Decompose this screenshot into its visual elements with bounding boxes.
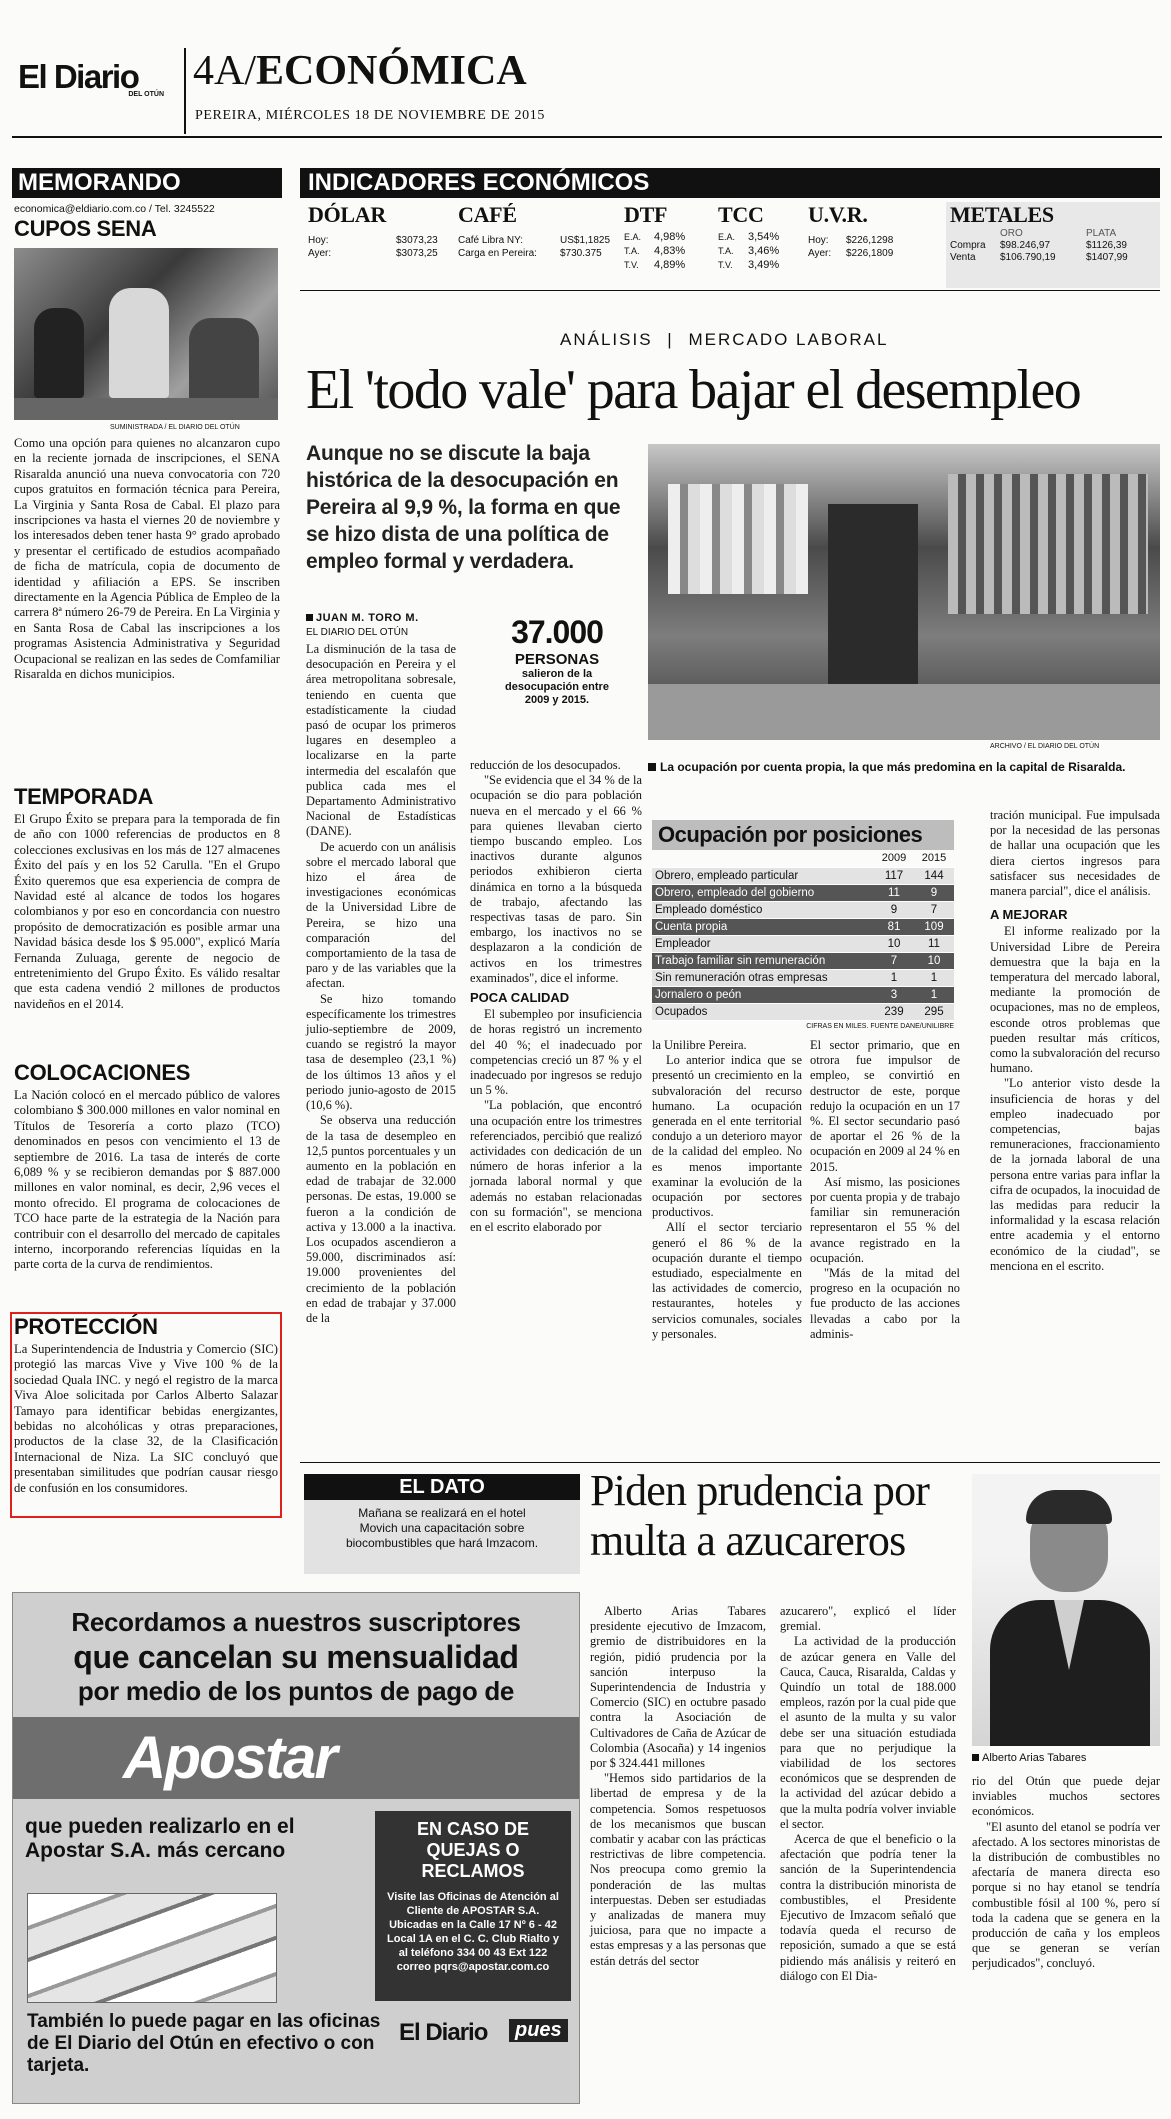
indicator-dolar [308,202,448,260]
paragraph: Así mismo, las posiciones por cuenta propia y de trabajo familiar sin remuneración representaron el 55 % del avance registrado en la ocupación. [810,1174,960,1265]
paragraph: azucarero", explicó el líder gremial. [780,1604,956,1634]
indicators-bottom-rule [300,290,1160,291]
stat-desc: salieron de la desocupación entre 2009 y 2015. [505,668,609,706]
ad-line-3: por medio de los puntos de pago de [77,1676,515,1706]
article-deck: Aunque no se discute la baja histórica de la desocupación en Pereira al 9,9 %, la forma en que se hizo dista de una política de empleo formal y verdadera. [306,442,621,573]
tcc-value: 3,54% [748,231,780,243]
table-cell: 11 [914,935,954,952]
memo-title-proteccion: PROTECCIÓN [14,1314,158,1339]
newspaper-stack [27,1893,277,2003]
paragraph: Alberto Arias Tabares presidente ejecutivo de Imzacom, gremio de distribuidores en la región, pidió prudencia por la sanción interpuso la Superintendencia de Industria y Comercio (SIC) en octubre pasado contra la Asociación de Cultivadores de Caña de Azúcar de Colombia (Asocaña) y 14 ingenios por $ 324.441 millones [590,1604,766,1771]
apostar-logo: Apostar [123,1724,336,1791]
logo-main: El Diario [18,58,139,95]
second-headline: Piden prudencia por multa a azucareros [590,1466,930,1565]
paragraph: La Superintendencia de Industria y Comercio (SIC) protegió las marcas Vive y Vive 100 % de la sociedad Quala INC. y negó el registro de la marca Viva Aloe solicitada por Carlos Alberto Salazar Tamayo para identificar bebidas energizantes, bebidas no alcohólicas y otras preparaciones, productos de la clase 32, de la Clasificación Internacional de Niza. La SIC concluyó que presentaban similitudes que podrían causar riesgo de confusión en los consumidores. [14,1342,278,1495]
paragraph: tración municipal. Fue impulsada por la necesidad de las personas de hallar una ocupación que les diera ciertos ingresos para satisfacer sus necesidades de manera parcial", dice el análisis. [990,808,1160,899]
masthead-logo [18,60,168,98]
indicator-cafe [458,202,628,260]
tcc-row-label: T.A. [718,246,734,256]
silver-sell: $1407,99 [1086,252,1128,263]
el-dato-text: Mañana se realizará en el hotel Movich una capacitación sobre biocombustibles que hará Imzacom. [345,1506,539,1550]
table-source: CIFRAS EN MILES. FUENTE DANE/UNILIBRE [806,1022,954,1030]
metal-row-label: Venta [950,252,976,263]
header-rule [12,136,1162,138]
byline-outlet: EL DIARIO DEL OTÚN [306,627,409,638]
paragraph: El subempleo por insuficiencia de horas registró un incremento del 40 %; el inadecuado por competencias creció un 87 % y el inadecuado por ingresos se redujo un 5 %. [470,1007,642,1098]
memo-title-temporada: TEMPORADA [14,784,154,809]
gold-sell: $106.790,19 [1000,252,1056,263]
second-column-3 [972,1774,1160,1972]
indicator-label: DÓLAR [308,202,386,227]
tcc-row-label: T.V. [718,260,733,270]
occupation-rows [652,850,954,1021]
silver-buy: $1126,39 [1086,240,1127,251]
indicator-dtf [624,202,714,272]
paragraph: reducción de los desocupados. [470,758,621,772]
memo-body-colocaciones [14,1088,280,1273]
table-row-label: Sin remuneración otras empresas [652,969,874,986]
indicator-label: CAFÉ [458,202,517,227]
paragraph: La Nación colocó en el mercado público de valores colombiano $ 300.000 millones en valor nominal en Títulos de Tesorería a corto plazo (TCO) denominados en pesos con vencimiento el 13 de septiembre de 2016. La tasa de interés de corte 6,089 % y se recibieron demandas por $ 887.000 millones en valor nominal, es decir, 2,96 veces el monto ofrecido. El programa de colocaciones de TCO hace parte de la estrategia de la Nación para contribuir con el desarrollo del mercado de capitales interno, incorporando referencias líquidas en la parte corta de la curva de rendimientos. [14,1088,280,1272]
table-cell: 9 [914,884,954,901]
paragraph: El Grupo Éxito se prepara para la temporada de fin de año con 1000 referencias de productos en 8 colecciones exclusivas en los más de 127 almacenes Éxito del país y en los 52 Carulla. "En el Grupo Éxito queremos que esa experiencia de compra de Navidad esté al alcance de todos los hogares colombianos y por eso en concordancia con nuestro propósito de democratización es posible armar una Navidad básica desde los $ 95.000", explicó María Fernanda Zuluaga, gerente de negocio de entretenimiento del Grupo Éxito. Es válido resaltar que esta cadena vendió 2 millones de productos navideños en el 2014. [14,812,280,1011]
paragraph: La disminución de la tasa de desocupación en Pereira y el área metropolitana sobresale, teniendo en cuenta que estadísticamente la ciudad pasó de ocupar los primeros lugares en desempleo a localizarse en la parte intermedia del escalafón que publica cada mes el Departamento Administrativo Nacional de Estadísticas (DANE). [306,642,456,839]
paragraph: "Lo anterior visto desde la insuficiencia de horas y del empleo inadecuado por competencias, bajas remuneraciones, fraccionamiento de la jornada laboral de una persona entre varias para inflar la cifra de ocupados, la inocuidad de las medidas para reducir la informalidad y la escasa relación entre academia y el entorno económico de la ciudad", se menciona en el escrito. [990,1076,1160,1273]
mid-rule [300,1462,1160,1463]
table-row-label: Obrero, empleado del gobierno [652,884,874,901]
uvr-value: $226,1809 [846,248,894,259]
stat-box [470,614,644,707]
uvr-row-label: Hoy: [808,235,829,246]
dtf-value: 4,83% [654,245,686,257]
table-cell: 7 [874,952,914,969]
paragraph: la Unilibre Pereira. [652,1038,747,1052]
paragraph: "Hemos sido partidarios de la libertad de empresa y de la competencia. Somos respetuosos de los mecanismos que buscan combatir y acabar con las prácticas restrictivas de libre competencia. Nos preocupa como gremio la ponderación de las multas interpuestas. Deben ser estudiadas y analizadas de manera muy juiciosa, para que no impacte a estas empresas y a las personas que están detrás del sector [590,1771,766,1968]
logo-sub: DEL OTÚN [128,91,164,98]
article-column-3 [652,1038,802,1342]
article-column-2 [470,758,642,1235]
ad-line-1: Recordamos a nuestros suscriptores [71,1607,521,1637]
paragraph: Lo anterior indica que se presentó un crecimiento en la subvaloración del recurso humano. La ocupación generada en el ente territorial condujo a un deterioro mayor de la calidad del empleo. No es menos importante examinar la evolución de la ocupación por sectores productivos. [652,1053,802,1220]
market-photo [648,444,1160,740]
byline [306,612,419,624]
header-divider [184,48,186,134]
table-year: 2015 [914,850,954,867]
indicator-label: U.V.R. [808,202,868,227]
section-title: ECONÓMICA [256,48,527,94]
el-dato-label: EL DATO [304,1474,580,1500]
memo-body-cupos [14,436,280,683]
photo-credit: ARCHIVO / EL DIARIO DEL OTÚN [990,743,1100,750]
table-cell: 10 [874,935,914,952]
memo-title-colocaciones: COLOCACIONES [14,1060,191,1085]
ad-bottom-text: También lo puede pagar en las oficinas de El Diario del Otún en efectivo o con tarjeta. [27,2011,381,2076]
second-column-1 [590,1604,766,1969]
article-column-5 [990,808,1160,1274]
caption-text: La ocupación por cuenta propia, la que más predomina en la capital de Risaralda. [660,760,1126,774]
tcc-row-label: E.A. [718,232,736,242]
cafe-row-label: Carga en Pereira: [458,248,537,259]
paragraph: rio del Otún que puede dejar inviables muchos sectores económicos. [972,1774,1160,1819]
indicator-label: METALES [950,202,1054,227]
table-cell: 239 [874,1003,914,1020]
paragraph: La actividad de la producción de azúcar genera en Valle del Cauca, Cauca, Risaralda, Caldas y Quindío un total de 188.000 empleos, razón por la cual pide que el asunto de la multa y su valor debe ser una situación estudiada para que no perjudique la viabilidad de los sectores económicos que se desprenden de la actividad del azúcar debido a que la multa podría volver inviable el sector. [780,1634,956,1831]
paragraph: Se hizo tomando específicamente los trimestres julio-septiembre de 2009, cuando se registró la mayor tasa de desempleo (23,1 %) de los últimos 13 años y el periodo junio-agosto de 2015 (10,6 %). [306,991,456,1113]
metal-silver-label: PLATA [1086,228,1117,239]
paragraph: El sector primario, que en otrora fue impulsor de empleo, se convirtió en destructor de este, porque redujo la ocupación en un 17 %. El sector secundario pasó de aportar el 26 % de la ocupación en 2009 al 24 % en 2015. [810,1038,960,1174]
memorando-banner: MEMORANDO [12,168,282,198]
dtf-row-label: E.A. [624,232,642,242]
indicator-uvr [808,202,948,260]
apostar-ad [12,1592,580,2104]
paragraph: "Se evidencia que el 34 % de la ocupación se dio para población nueva en el mercado y el 66 % para quienes llevaban cierto tiempo buscando empleo. Los inactivos durante algunos periodos exhibieron cierta dinámica en torno a la búsqueda de trabajo, afectando las respectivas tasas de paro. Sin embargo, los inactivos no se desplazaron a la condición de activos en los trimestres examinados", dice el informe. [470,773,642,985]
complaints-text: Visite las Oficinas de Atención al Cliente de APOSTAR S.A. Ubicadas en la Calle 17 Nº 6 - 42 Local 1A en el C. C. Club Rialto y al teléfono 334 00 43 Ext 122 correo pqrs@apostar.com.co [387,1891,559,1973]
paragraph: "El asunto del etanol se podría ver afectado. A los sectores minoristas de la distribución de combustibles no afectaría de manera directa eso porque si no hay etanol se tendría combustible fósil al 100 %, pero sí toda la cadena que se genera en la producción de caña y los empleos que se generan se verían perjudicados", concluyó. [972,1819,1160,1971]
paragraph: El informe realizado por la Universidad Libre de Pereira demuestra que la baja en la temperatura del mercado laboral, mediante la promoción de ocupaciones, mas no de empleos, esconde otros problemas que pueden resultar más críticos, como la subvaloración del recurso humano. [990,924,1160,1076]
tcc-value: 3,46% [748,245,780,257]
indicators-banner: INDICADORES ECONÓMICOS [300,168,1160,198]
memorando-contact: economica@eldiario.com.co / Tel. 3245522 [14,203,215,215]
second-column-2 [780,1604,956,1984]
ad-logo-pues: pues [509,2019,568,2042]
gold-buy: $98.246,97 [1000,240,1051,251]
paragraph: Acerca de que el beneficio o la afectación que podría tener la sanción de la Superintendencia contra la distribución minorista de combustibles, el Presidente Ejecutivo de Imzacom señaló que todavía queda el recurso de reposición, sumado a que se está pidiendo más análisis y reiteró en diálogo con El Dia- [780,1832,956,1983]
paragraph: Se observa una reducción de la tasa de desempleo en 12,5 puntos porcentuales y un aumento en la población en edad de trabajar de 32.000 personas. De estas, 19.000 se fueron a la condición de activa y 13.000 a la inactiva. Los ocupados ascendieron a 59.000, discriminados así: 19.000 provenientes del crecimiento de la población en edad de trabajar y 37.000 de la [306,1113,456,1325]
table-cell: 9 [874,901,914,918]
metal-row-label: Compra [950,240,986,251]
table-cell: 7 [914,901,954,918]
photo-caption [648,760,1160,774]
memo-body-temporada [14,812,280,1012]
kicker-left: ANÁLISIS [560,330,653,349]
subhead-mejorar: A MEJORAR [990,907,1068,923]
memo-body-proteccion [14,1342,278,1496]
table-row-label: Ocupados [652,1003,874,1020]
dolar-row-label: Hoy: [308,235,329,246]
table-cell: 3 [874,986,914,1003]
cafe-row-label: Café Libra NY: [458,235,524,246]
indicator-tcc [718,202,808,272]
stat-number: 37.000 [511,614,603,650]
paragraph: De acuerdo con un análisis sobre el mercado laboral que hizo el área de investigaciones económicas de la Universidad Libre de Pereira, se hizo una comparación del comportamiento de la tasa de paro y de las variables que la afectan. [306,839,456,991]
table-row-label: Trabajo familiar sin remuneración [652,952,874,969]
dtf-row-label: T.A. [624,246,640,256]
table-cell: 109 [914,918,954,935]
indicator-label: TCC [718,202,764,227]
table-cell: 1 [914,986,954,1003]
page-number: 4A/ [193,48,256,94]
sena-photo [14,248,278,420]
paragraph: "Más de la mitad del progreso en la ocupación no fue producto de las acciones llevadas a cabo por la adminis- [810,1266,960,1341]
table-row-label: Empleador [652,935,874,952]
portrait-name: Alberto Arias Tabares [982,1752,1087,1764]
section-heading [193,48,527,94]
table-row-label: Obrero, empleado particular [652,867,874,884]
complaints-box [375,1811,571,2001]
dolar-value-ayer: $3073,25 [396,248,438,259]
ad-line-4: que pueden realizarlo en el Apostar S.A. más cercano [25,1815,295,1862]
cafe-value-ny: US$1,1825 [560,235,611,246]
memo-title-cupos: CUPOS SENA [14,216,157,241]
table-year: 2009 [874,850,914,867]
dolar-row-label: Ayer: [308,248,332,259]
article-headline: El 'todo vale' para bajar el desempleo [306,359,1081,421]
table-row-label: Jornalero o peón [652,986,874,1003]
table-cell: 144 [914,867,954,884]
portrait-photo [972,1474,1160,1746]
paragraph: Allí el sector terciario generó el 86 % de la ocupación durante el tiempo estudiado, especialmente en las actividades de comercio, restaurantes, hoteles y servicios comunales, sociales y personales. [652,1220,802,1341]
subhead-calidad: POCA CALIDAD [470,990,570,1006]
apostar-band [13,1717,579,1799]
cafe-value-pereira: $730.375 [560,248,602,259]
dtf-value: 4,98% [654,231,686,243]
indicator-label: DTF [624,202,668,227]
ad-line-2: que cancelan su mensualidad [73,1639,519,1675]
stat-label: PERSONAS [514,651,600,668]
portrait-caption [972,1752,1086,1764]
uvr-row-label: Ayer: [808,248,832,259]
table-cell: 295 [914,1003,954,1020]
el-dato-box [304,1474,580,1574]
byline-author: JUAN M. TORO M. [316,612,419,624]
paragraph: Como una opción para quienes no alcanzaron cupo en la reciente jornada de inscripciones, el SENA Risaralda anunció una nueva convocatoria con 720 cupos gratuitos en formación técnica para Pereira, La Virginia y Santa Rosa de Cabal. El plazo para inscripciones va hasta el viernes 20 de noviembre y los interesados deben tener hasta 9° grado aprobado y presentar el certificado de estudios acompañado de ficha de matrícula, copia de documento de identidad y afiliación a EPS. Se inscriben directamente en la Agencia Pública de Empleo de la carrera 8ª número 26-79 de Pereira. En La Virginia y en Santa Rosa de Cabal las inscripciones a los programas Asistencia Administrativa y Seguridad Ocupacional se realizan en las sedes de Comfamiliar Risaralda en dichos municipios. [14,436,280,682]
dtf-row-label: T.V. [624,260,639,270]
table-row-label: Cuenta propia [652,918,874,935]
table-title: Ocupación por posiciones [652,820,954,850]
complaints-title: EN CASO DE QUEJAS O RECLAMOS [416,1819,530,1881]
table-cell: 11 [874,884,914,901]
article-kicker: ANÁLISIS | MERCADO LABORAL [560,330,889,349]
dateline: PEREIRA, MIÉRCOLES 18 DE NOVIEMBRE DE 2015 [195,108,545,123]
table-cell: 1 [914,969,954,986]
article-column-4 [810,1038,960,1342]
table-cell: 10 [914,952,954,969]
indicator-metales [946,202,1160,288]
table-cell: 81 [874,918,914,935]
paragraph: "La población, que encontró una ocupación entre los trimestres referenciados, percibió que realizó actividades con dedicación de un número de horas inferior a la jornada laboral normal y que además no estaban relacionadas con su formación", se menciona en el escrito elaborado por [470,1098,642,1235]
occupation-table [652,820,954,1030]
metal-gold-label: ORO [1000,228,1023,239]
table-cell: 117 [874,867,914,884]
article-column-1 [306,642,456,1326]
dolar-value-hoy: $3073,23 [396,235,438,246]
ad-logo-diario: El Diario [399,2019,488,2046]
dtf-value: 4,89% [654,259,686,271]
kicker-right: MERCADO LABORAL [688,330,889,349]
table-row-label: Empleado doméstico [652,901,874,918]
sena-photo-credit: SUMINISTRADA / EL DIARIO DEL OTÚN [110,424,240,431]
tcc-value: 3,49% [748,259,780,271]
table-cell: 1 [874,969,914,986]
uvr-value: $226,1298 [846,235,894,246]
